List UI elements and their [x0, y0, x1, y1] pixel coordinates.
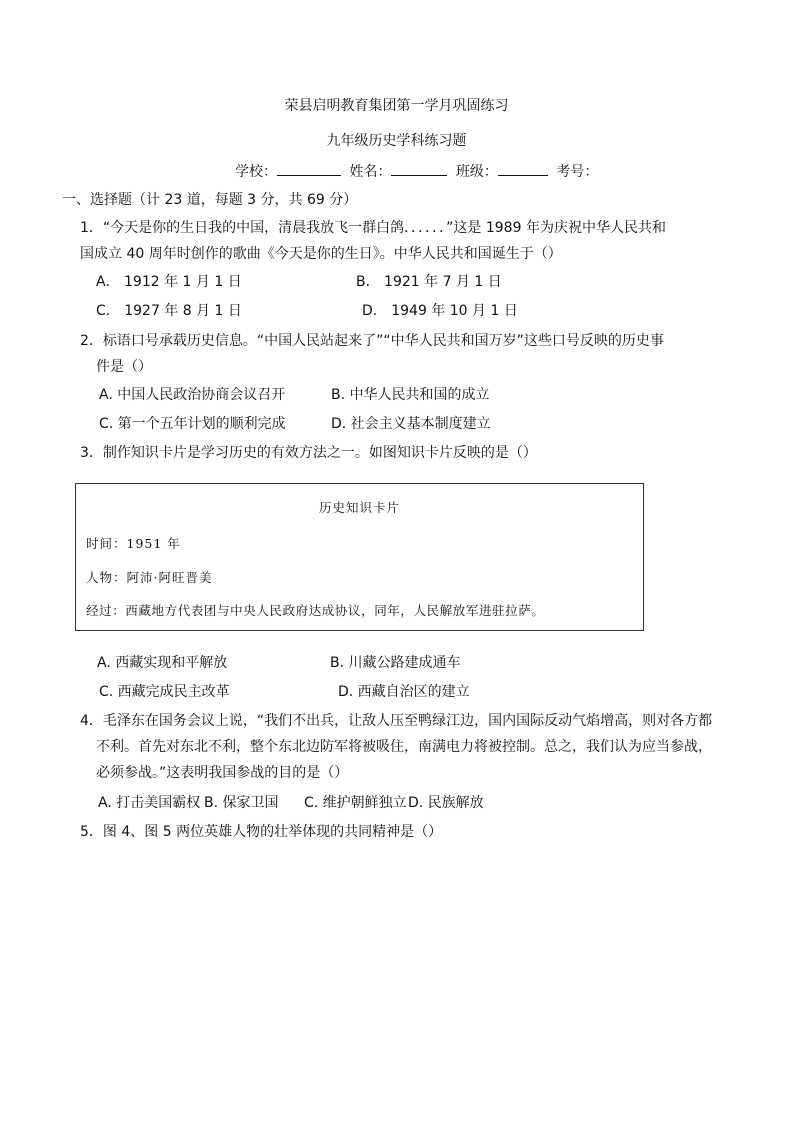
option-c: C. 西藏完成民主改革	[99, 684, 230, 700]
question-stem-line: 不利。首先对东北不利，整个东北边防军将被吸住，南满电力将被控制。总之，我们认为应当参战，	[96, 739, 712, 755]
option-a: A. 西藏实现和平解放	[97, 655, 228, 671]
name-label: 姓名：	[349, 164, 392, 180]
card-title: 历史知识卡片	[318, 500, 400, 515]
school-blank	[277, 161, 341, 176]
option-a: A. 中国人民政治协商会议召开	[99, 387, 286, 403]
option-b: B． 1921 年 7 月 1 日	[356, 274, 502, 290]
question-stem-line: 1．“今天是你的生日我的中国，清晨我放飞一群白鸽．．．．．．”这是 1989 年为庆祝中华人民共和	[80, 220, 666, 236]
question-stem-line: 3．制作知识卡片是学习历史的有效方法之一。如图知识卡片反映的是（）	[80, 445, 537, 461]
exam-title: 荣县启明教育集团第一学月巩固练习	[284, 98, 509, 114]
exam-subtitle: 九年级历史学科练习题	[326, 133, 467, 149]
student-info-row	[235, 161, 598, 182]
option-d: D. 民族解放	[408, 795, 484, 811]
option-c: C. 维护朝鲜独立	[304, 795, 407, 811]
question-stem-line: 国成立 40 周年时创作的歌曲《今天是你的生日》。中华人民共和国诞生于（）	[80, 246, 562, 262]
option-d: D. 西藏自治区的建立	[338, 684, 470, 700]
school-label: 学校：	[235, 164, 277, 180]
section-heading: 一、选择题（计 23 道，每题 3 分，共 69 分）	[62, 192, 358, 208]
option-d: D． 1949 年 10 月 1 日	[362, 303, 518, 319]
option-a: A. 打击美国霸权	[98, 795, 201, 811]
name-blank	[391, 161, 447, 176]
option-c: C． 1927 年 8 月 1 日	[96, 303, 242, 319]
knowledge-card	[75, 483, 644, 631]
question-stem-line: 件是（）	[96, 359, 152, 375]
question-stem-line: 2．标语口号承载历史信息。“中国人民站起来了”“中华人民共和国万岁”这些口号反映的历史事	[80, 333, 664, 349]
option-b: B. 川藏公路建成通车	[330, 655, 461, 671]
option-d: D. 社会主义基本制度建立	[331, 416, 491, 432]
option-c: C. 第一个五年计划的顺利完成	[99, 416, 286, 432]
question-stem-line: 4．毛泽东在国务会议上说，“我们不出兵，让敌人压至鸭绿江边，国内国际反动气焰增高，则对各方都	[80, 713, 713, 729]
option-a: A． 1912 年 1 月 1 日	[96, 274, 242, 290]
exam-no-label: 考号：	[556, 164, 599, 180]
question-stem-line: 5．图 4、图 5 两位英雄人物的壮举体现的共同精神是（）	[80, 824, 443, 840]
card-time: 时间：1951 年	[86, 536, 181, 551]
card-person: 人物：阿沛·阿旺晋美	[86, 570, 213, 585]
class-label: 班级：	[455, 164, 498, 180]
question-stem-line: 必须参战。”这表明我国参战的目的是（）	[96, 765, 349, 781]
class-blank	[498, 161, 548, 176]
option-b: B. 中华人民共和国的成立	[331, 387, 490, 403]
card-event: 经过：西藏地方代表团与中央人民政府达成协议，同年，人民解放军进驻拉萨。	[86, 603, 545, 618]
option-b: B. 保家卫国	[204, 795, 279, 811]
